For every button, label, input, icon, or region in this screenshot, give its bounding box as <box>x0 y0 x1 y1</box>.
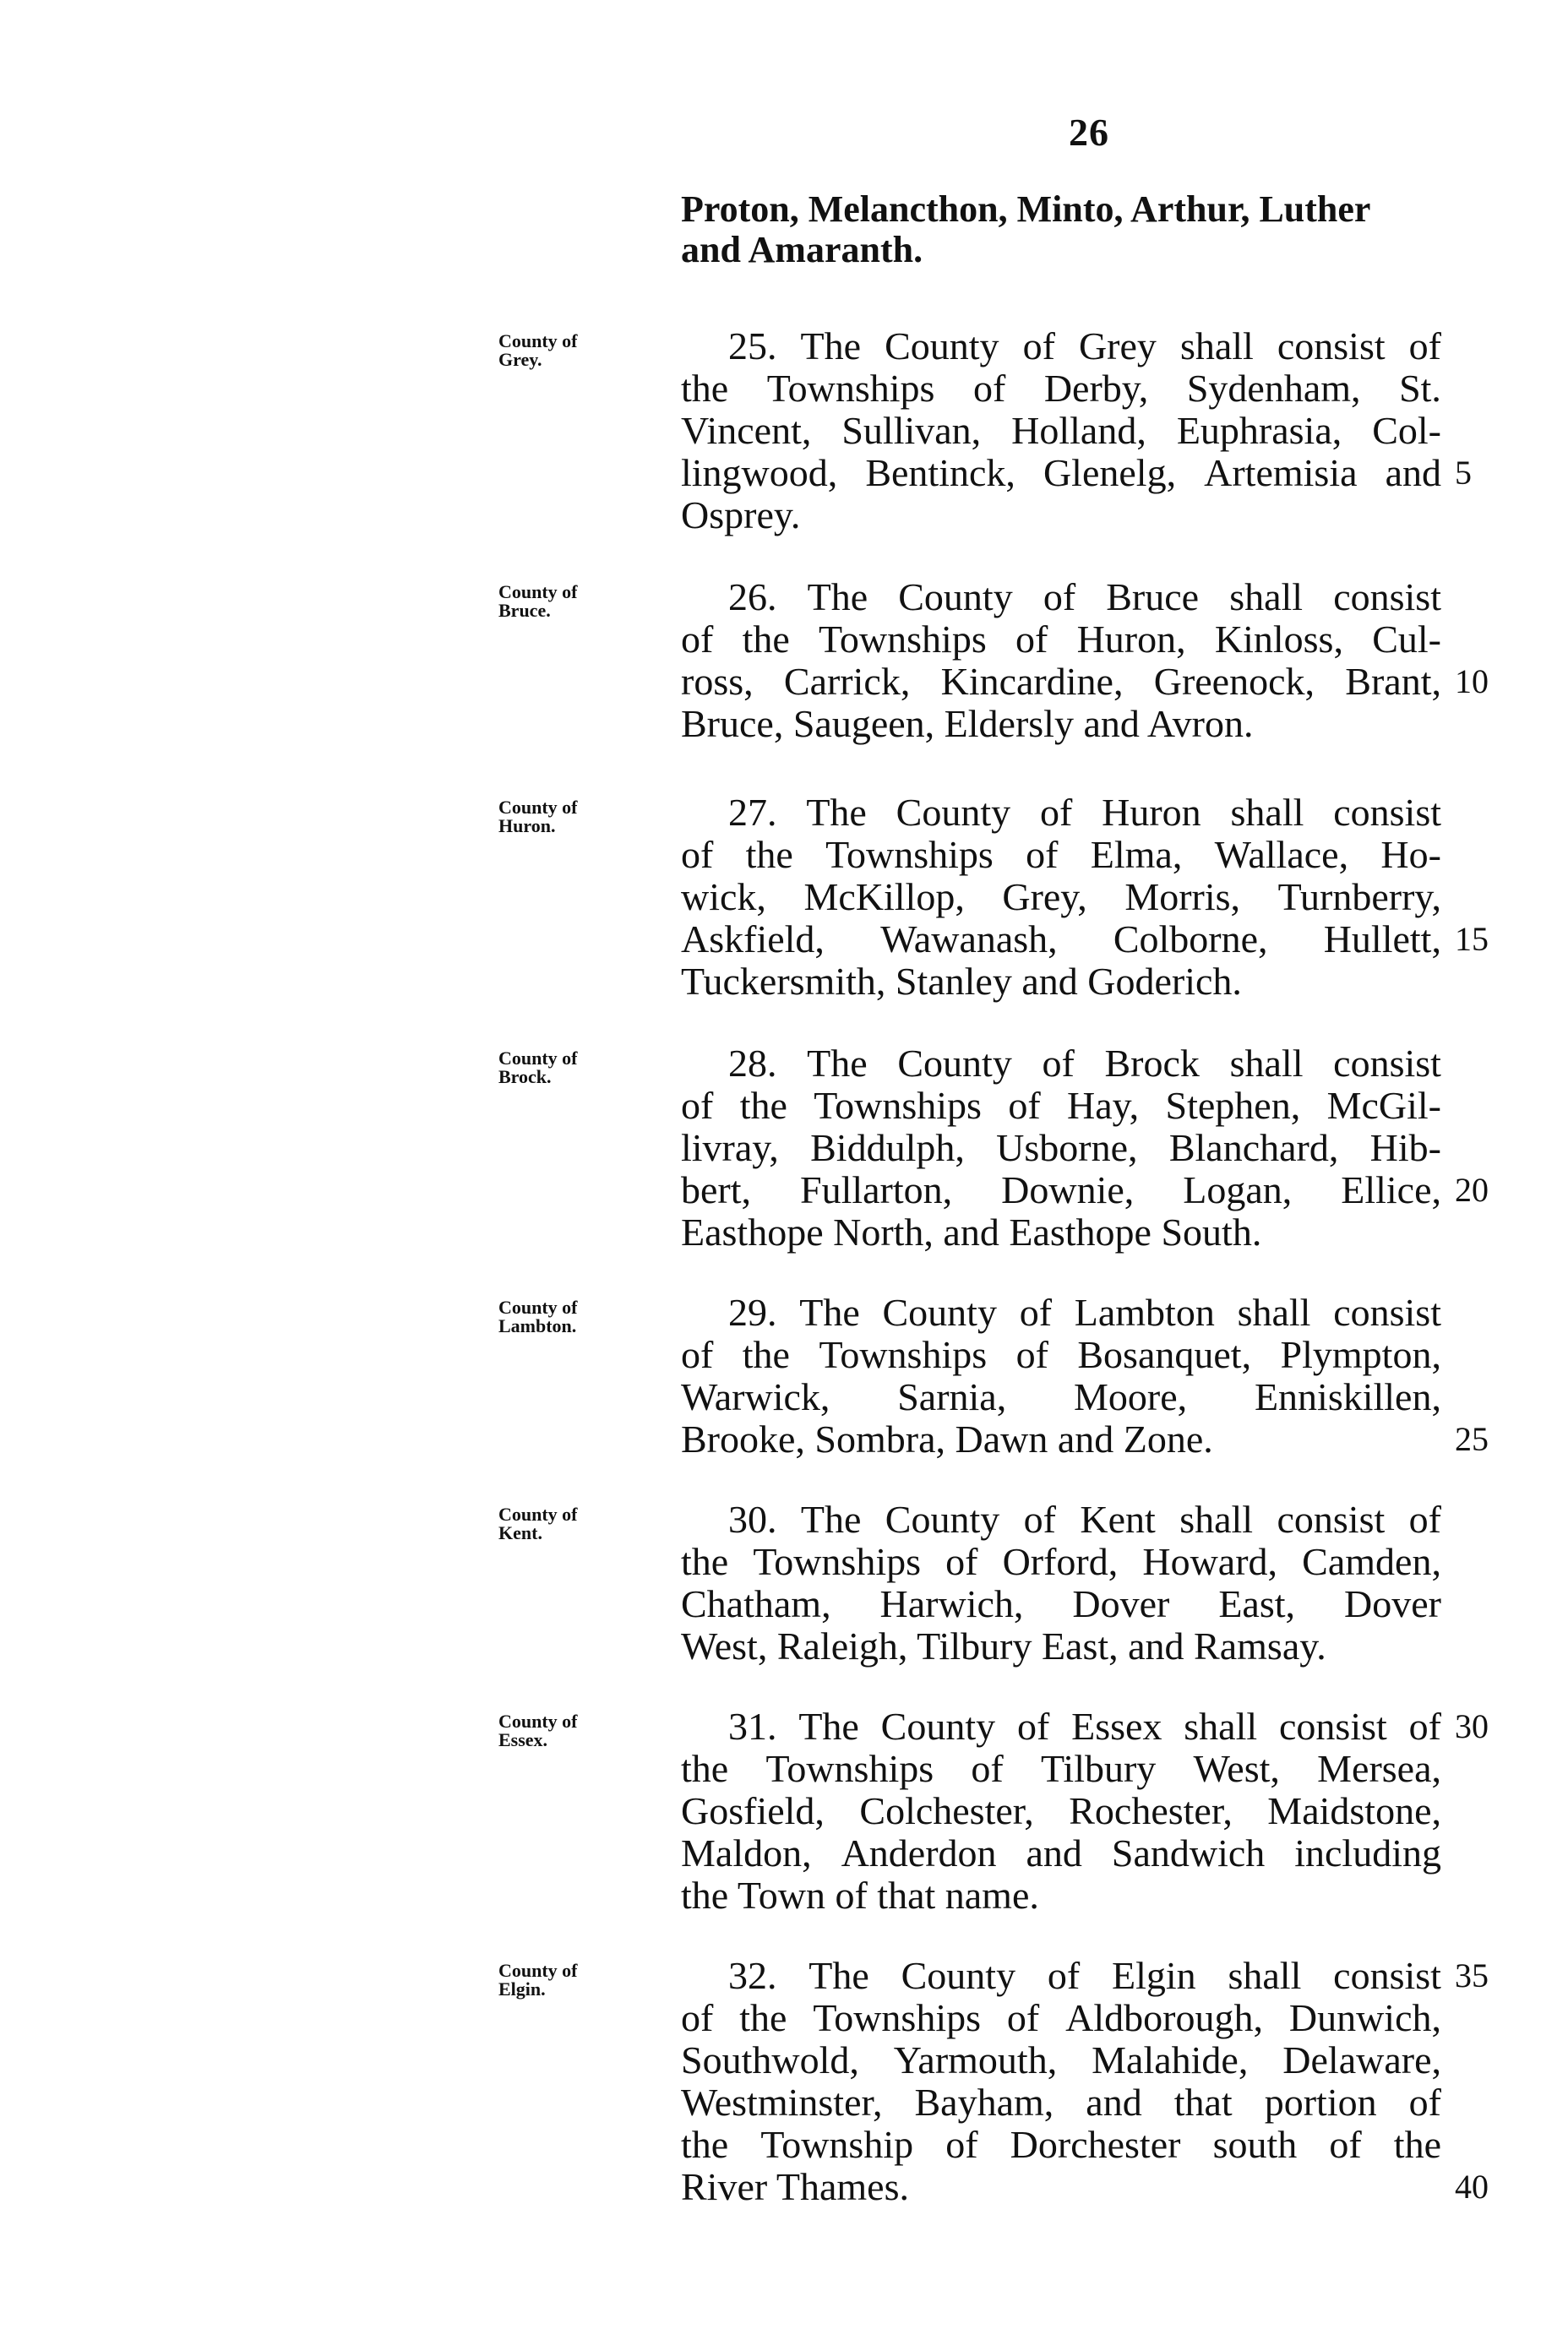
word: shall <box>1179 1498 1254 1541</box>
text-line <box>681 618 1441 661</box>
word: of <box>1019 1291 1053 1334</box>
word: 27. <box>728 791 777 834</box>
word: 32. <box>728 1954 777 1997</box>
word: Southwold, <box>681 2038 859 2081</box>
word: Fullarton, <box>799 1168 953 1211</box>
word: of <box>1408 324 1441 367</box>
word: Chatham, <box>681 1582 831 1625</box>
word: Townships <box>825 833 994 876</box>
word: Harwich, <box>879 1582 1024 1625</box>
word: Downie, <box>1001 1168 1135 1211</box>
word: The <box>806 791 867 834</box>
text-line <box>681 452 1441 494</box>
word: Yarmouth, <box>893 2038 1058 2081</box>
word: and <box>1026 1831 1082 1875</box>
word: the <box>745 833 793 876</box>
word: of <box>1329 2123 1362 2166</box>
word: 30. <box>728 1498 777 1541</box>
word: the <box>681 367 729 410</box>
section-32 <box>681 1955 1441 2208</box>
word: Hullett, <box>1323 917 1441 960</box>
word: The <box>807 1042 868 1085</box>
word: Sydenham, <box>1186 367 1361 410</box>
text-line: and Amaranth. <box>681 229 923 270</box>
word: St. <box>1399 367 1441 410</box>
word: of <box>681 833 714 876</box>
word: shall <box>1179 324 1254 367</box>
text-line <box>681 325 1441 367</box>
margin-note-bruce: County of Bruce. <box>498 581 578 621</box>
word: of <box>1008 1084 1041 1127</box>
word: Askfield, <box>681 917 825 960</box>
word: County <box>885 324 999 367</box>
word: Townships <box>765 1747 934 1790</box>
word: 25. <box>728 324 777 367</box>
word: consist <box>1333 791 1441 834</box>
word: Artemisia <box>1204 451 1358 494</box>
text-line <box>681 1085 1441 1127</box>
text-line <box>681 918 1441 960</box>
text-line: Proton, Melancthon, Minto, Arthur, Luther <box>681 188 1371 230</box>
word: Colborne, <box>1113 917 1268 960</box>
word: shall <box>1229 575 1304 618</box>
text-line <box>681 1997 1441 2039</box>
word: of <box>1023 1498 1056 1541</box>
word: of <box>681 618 714 661</box>
margin-note-brock: County of Brock. <box>498 1048 578 1087</box>
word: Bosanquet, <box>1077 1333 1252 1376</box>
word: the <box>739 1084 787 1127</box>
word: the <box>681 2123 729 2166</box>
text-line: Easthope North, and Easthope South. <box>681 1211 1262 1254</box>
word: Townships <box>813 1996 982 2039</box>
word: Euphrasia, <box>1176 409 1342 452</box>
word: The <box>800 324 862 367</box>
text-line <box>681 1169 1441 1211</box>
word: consist <box>1277 324 1386 367</box>
text-line <box>681 876 1441 918</box>
word: Sarnia, <box>897 1375 1007 1418</box>
line-number: 40 <box>1455 2168 1489 2206</box>
margin-note-kent: County of Kent. <box>498 1504 578 1543</box>
margin-note-essex: County of Essex. <box>498 1711 578 1750</box>
word: the <box>742 1333 790 1376</box>
margin-note-grey: County of Grey. <box>498 330 578 370</box>
text-line <box>681 792 1441 834</box>
word: The <box>808 1954 869 1997</box>
text-line <box>681 1748 1441 1790</box>
text-line: River Thames. <box>681 2165 909 2208</box>
word: including <box>1294 1831 1441 1875</box>
word: 28. <box>728 1042 777 1085</box>
text-line: Osprey. <box>681 493 801 536</box>
word: Morris, <box>1124 875 1241 918</box>
section-27 <box>681 792 1441 1003</box>
word: Brant, <box>1345 660 1441 703</box>
word: shall <box>1184 1705 1258 1748</box>
text-line <box>681 1955 1441 1997</box>
word: Hay, <box>1067 1084 1140 1127</box>
word: Townships <box>766 367 935 410</box>
word: Dover <box>1344 1582 1441 1625</box>
word: Townships <box>814 1084 982 1127</box>
word: lingwood, <box>681 451 838 494</box>
word: Rochester, <box>1069 1789 1233 1832</box>
word: 29. <box>728 1291 777 1334</box>
word: McKillop, <box>803 875 965 918</box>
text-line <box>681 1541 1441 1583</box>
text-line <box>681 1292 1441 1334</box>
word: consist <box>1279 1705 1387 1748</box>
section-31 <box>681 1706 1441 1917</box>
word: shall <box>1228 1954 1302 1997</box>
text-line <box>681 367 1441 410</box>
word: Huron, <box>1076 618 1186 661</box>
word: consist <box>1333 1954 1441 1997</box>
word: Stephen, <box>1165 1084 1301 1127</box>
text-line <box>681 1706 1441 1748</box>
line-number: 5 <box>1455 454 1472 492</box>
word: Townships <box>819 1333 988 1376</box>
word: Essex <box>1071 1705 1162 1748</box>
word: Col- <box>1372 409 1441 452</box>
section-28 <box>681 1042 1441 1254</box>
word: of <box>681 1333 714 1376</box>
word: Kinloss, <box>1214 618 1343 661</box>
text-line: the Town of that name. <box>681 1874 1039 1917</box>
text-line <box>681 2039 1441 2081</box>
word: Usborne, <box>996 1126 1138 1169</box>
word: Howard, <box>1142 1540 1278 1583</box>
word: 26. <box>728 575 777 618</box>
word: Holland, <box>1011 409 1146 452</box>
word: livray, <box>681 1126 779 1169</box>
text-line <box>681 661 1441 703</box>
word: Plympton, <box>1280 1333 1441 1376</box>
word: shall <box>1237 1291 1311 1334</box>
section-25 <box>681 325 1441 536</box>
word: of <box>1016 1705 1050 1748</box>
word: Maldon, <box>681 1831 812 1875</box>
word: consist <box>1333 575 1441 618</box>
page-number: 26 <box>1069 111 1109 154</box>
word: Greenock, <box>1153 660 1315 703</box>
word: The <box>799 1291 860 1334</box>
line-number: 30 <box>1455 1707 1489 1745</box>
word: Moore, <box>1074 1375 1188 1418</box>
text-line: Brooke, Sombra, Dawn and Zone. <box>681 1418 1213 1461</box>
word: Logan, <box>1183 1168 1293 1211</box>
section-29 <box>681 1292 1441 1461</box>
word: Dover <box>1072 1582 1170 1625</box>
word: County <box>885 1498 1000 1541</box>
word: Township <box>760 2123 914 2166</box>
word: Blanchard, <box>1168 1126 1339 1169</box>
word: of <box>972 367 1006 410</box>
word: Ho- <box>1380 833 1441 876</box>
section-30 <box>681 1499 1441 1668</box>
text-line <box>681 1042 1441 1085</box>
word: portion <box>1264 2081 1377 2124</box>
word: Anderdon <box>841 1831 997 1875</box>
word: bert, <box>681 1168 752 1211</box>
word: of <box>1022 324 1055 367</box>
text-line <box>681 1583 1441 1625</box>
word: Brock <box>1104 1042 1200 1085</box>
word: the <box>681 1747 729 1790</box>
word: consist <box>1333 1042 1441 1085</box>
text-line: West, Raleigh, Tilbury East, and Ramsay. <box>681 1624 1326 1668</box>
word: of <box>945 1540 978 1583</box>
word: Ellice, <box>1341 1168 1441 1211</box>
text-line <box>681 2081 1441 2124</box>
word: of <box>1015 618 1048 661</box>
line-number: 25 <box>1455 1420 1489 1458</box>
word: County <box>897 1042 1012 1085</box>
word: The <box>807 575 868 618</box>
word: County <box>880 1705 996 1748</box>
word: Gosfield, <box>681 1789 825 1832</box>
word: Wawanash, <box>880 917 1058 960</box>
word: and <box>1385 451 1441 494</box>
word: of <box>1043 575 1076 618</box>
word: Colchester, <box>859 1789 1034 1832</box>
line-number: 35 <box>1455 1956 1489 1994</box>
text-line <box>681 1334 1441 1376</box>
word: Elgin <box>1112 1954 1196 1997</box>
word: Lambton <box>1074 1291 1215 1334</box>
margin-note-lambton: County of Lambton. <box>498 1297 578 1336</box>
word: Tilbury <box>1040 1747 1157 1790</box>
word: the <box>739 1996 787 2039</box>
word: Glenelg, <box>1043 451 1177 494</box>
word: ross, <box>681 660 754 703</box>
word: of <box>1042 1042 1075 1085</box>
word: County <box>901 1954 1016 1997</box>
word: Orford, <box>1002 1540 1119 1583</box>
word: Maidstone, <box>1267 1789 1441 1832</box>
word: Carrick, <box>783 660 911 703</box>
word: the <box>681 1540 729 1583</box>
word: Enniskillen, <box>1254 1375 1441 1418</box>
word: The <box>798 1705 859 1748</box>
word: McGil- <box>1326 1084 1441 1127</box>
word: Turnberry, <box>1277 875 1441 918</box>
word: Bayham, <box>914 2081 1054 2124</box>
text-line <box>681 1127 1441 1169</box>
word: Kincardine, <box>940 660 1124 703</box>
word: County <box>896 791 1011 834</box>
line-number: 20 <box>1455 1171 1489 1209</box>
lead-paragraph <box>681 189 1534 270</box>
word: 31. <box>728 1705 777 1748</box>
word: of <box>1015 1333 1048 1376</box>
word: Kent <box>1080 1498 1156 1541</box>
word: of <box>1408 1498 1441 1541</box>
word: of <box>1408 2081 1441 2124</box>
word: Malahide, <box>1092 2038 1249 2081</box>
line-number: 10 <box>1455 662 1489 700</box>
word: shall <box>1230 791 1304 834</box>
word: County <box>898 575 1013 618</box>
word: Derby, <box>1043 367 1149 410</box>
word: Hib- <box>1369 1126 1441 1169</box>
word: Dorchester <box>1010 2123 1181 2166</box>
word: consist <box>1277 1498 1386 1541</box>
text-line <box>681 834 1441 876</box>
word: Sandwich <box>1111 1831 1266 1875</box>
word: of <box>1047 1954 1081 1997</box>
word: and <box>1086 2081 1142 2124</box>
text-line <box>681 576 1441 618</box>
word: the <box>1393 2123 1441 2166</box>
word: of <box>1006 1996 1040 2039</box>
word: Cul- <box>1372 618 1441 661</box>
word: Townships <box>753 1540 922 1583</box>
word: Biddulph, <box>810 1126 965 1169</box>
word: Delaware, <box>1282 2038 1441 2081</box>
word: consist <box>1333 1291 1441 1334</box>
word: Bentinck, <box>865 451 1015 494</box>
word: Bruce <box>1106 575 1200 618</box>
word: Huron <box>1102 791 1201 834</box>
word: south <box>1212 2123 1298 2166</box>
margin-note-elgin: County of Elgin. <box>498 1960 578 2000</box>
word: of <box>681 1996 714 2039</box>
text-line <box>681 1376 1441 1418</box>
word: of <box>1026 833 1059 876</box>
word: Mersea, <box>1317 1747 1441 1790</box>
word: Camden, <box>1302 1540 1441 1583</box>
word: West, <box>1193 1747 1280 1790</box>
text-line <box>681 1832 1441 1875</box>
word: Warwick, <box>681 1375 830 1418</box>
text-line <box>681 1790 1441 1832</box>
word: of <box>1039 791 1073 834</box>
word: Elma, <box>1090 833 1183 876</box>
margin-note-huron: County of Huron. <box>498 797 578 836</box>
section-26 <box>681 576 1441 745</box>
word: of <box>945 2123 978 2166</box>
word: Dunwich, <box>1288 1996 1441 2039</box>
word: Westminster, <box>681 2081 883 2124</box>
word: shall <box>1229 1042 1304 1085</box>
word: East, <box>1218 1582 1296 1625</box>
word: Wallace, <box>1214 833 1349 876</box>
word: Grey <box>1078 324 1157 367</box>
text-line: Bruce, Saugeen, Eldersly and Avron. <box>681 702 1254 745</box>
line-number: 15 <box>1455 920 1489 958</box>
word: of <box>681 1084 714 1127</box>
word: of <box>971 1747 1004 1790</box>
word: Vincent, <box>681 409 812 452</box>
word: The <box>800 1498 862 1541</box>
word: that <box>1173 2081 1233 2124</box>
text-line <box>681 2124 1441 2166</box>
word: Aldborough, <box>1065 1996 1263 2039</box>
word: Sullivan, <box>841 409 982 452</box>
word: wick, <box>681 875 766 918</box>
text-line: Tuckersmith, Stanley and Goderich. <box>681 960 1242 1003</box>
word: County <box>882 1291 997 1334</box>
word: the <box>742 618 790 661</box>
text-line <box>681 410 1441 452</box>
word: Grey, <box>1002 875 1087 918</box>
word: Townships <box>819 618 987 661</box>
text-line <box>681 1499 1441 1541</box>
word: of <box>1408 1705 1441 1748</box>
